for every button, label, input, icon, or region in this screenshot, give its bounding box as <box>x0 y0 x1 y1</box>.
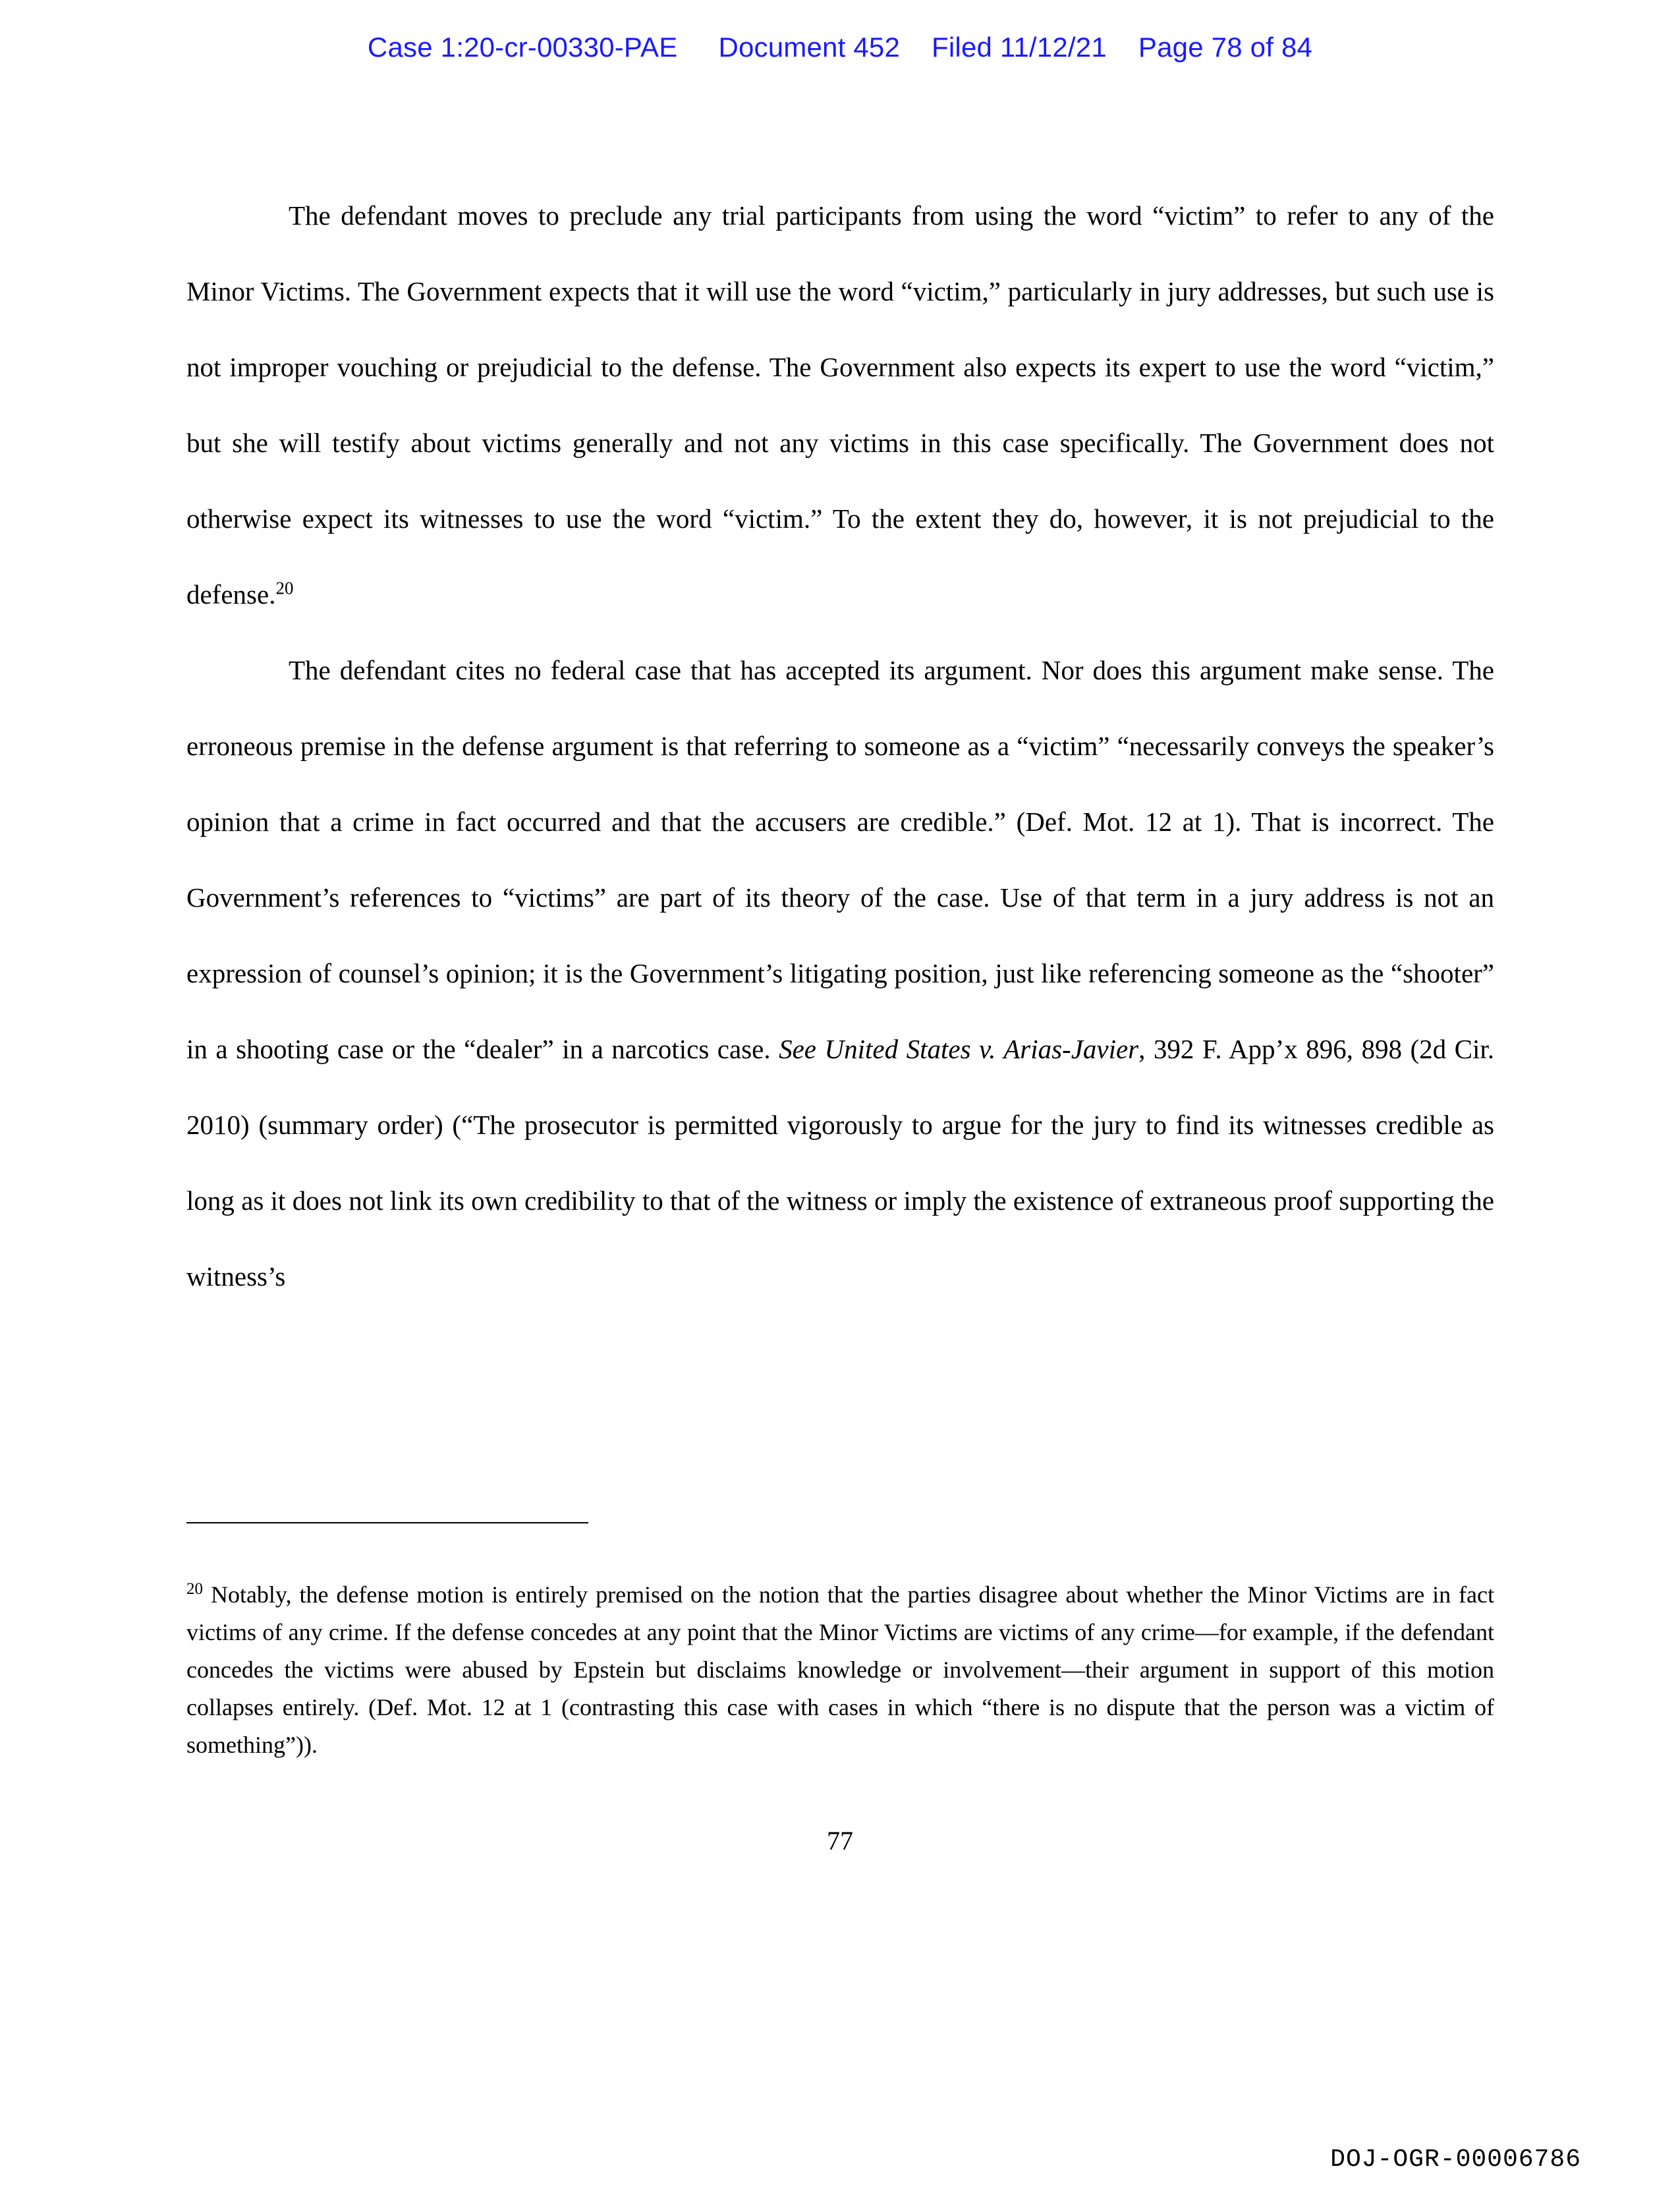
paragraph-1-text: The defendant moves to preclude any trial participants from using the word “victim” to refer to any of the Minor Victims. The Government expects that it will use the word “victim,” particularly in jury addresses, but such use is not improper vouching or prejudicial to the defense. The Government also expects its expert to use the word “victim,” but she will testify about victims generally and not any victims in this case specifically. The Government does not otherwise expect its witnesses to use the word “victim.” To the extent they do, however, it is not prejudicial to the defense. <box>186 200 1494 610</box>
footnote-mark: 20 <box>186 1580 203 1598</box>
paragraph-2 <box>186 633 1494 1315</box>
header-filed-date: Filed 11/12/21 <box>932 32 1107 63</box>
ecf-header-stamp <box>0 32 1680 63</box>
paragraph-1 <box>186 178 1494 633</box>
header-page-range: Page 78 of 84 <box>1138 32 1313 63</box>
page-number: 77 <box>827 1826 853 1856</box>
paragraph-2-text-part2: , 392 F. App’x 896, 898 (2d Cir. 2010) (summary order) (“The prosecutor is permitted vigorously to argue for the jury to find its witnesses credible as long as it does not link its own credibility to that of the witness or imply the existence of extraneous proof supporting the witness’s <box>186 1034 1494 1291</box>
header-case-number: Case 1:20-cr-00330-PAE <box>367 32 678 63</box>
paragraph-2-text-part1: The defendant cites no federal case that has accepted its argument. Nor does this argument make sense. The erroneous premise in the defense argument is that referring to someone as a “victim” “necessarily conveys the speaker’s opinion that a crime in fact occurred and that the accusers are credible.” (Def. Mot. 12 at 1). That is incorrect. The Government’s references to “victims” are part of its theory of the case. Use of that term in a jury address is not an expression of counsel’s opinion; it is the Government’s litigating position, just like referencing someone as the “shooter” in a shooting case or the “dealer” in a narcotics case. <box>186 655 1494 1064</box>
footnote-divider <box>186 1522 588 1523</box>
footnote-reference-20: 20 <box>275 578 294 598</box>
footnote-text: Notably, the defense motion is entirely premised on the notion that the parties disagree about whether the Minor Victims are in fact victims of any crime. If the defense concedes at any point that the Minor Victims are victims of any crime—for example, if the defendant concedes the victims were abused by Epstein but disclaims knowledge or involvement—their argument in support of this motion collapses entirely. (Def. Mot. 12 at 1 (contrasting this case with cases in which “there is no dispute that the person was a victim of something”)). <box>186 1581 1494 1758</box>
bates-number: DOJ-OGR-00006786 <box>1330 2145 1581 2174</box>
header-document-number: Document 452 <box>718 32 901 63</box>
footnote-20 <box>186 1576 1494 1764</box>
body-text <box>186 178 1494 1315</box>
case-citation-italic: See United States v. Arias-Javier <box>779 1034 1139 1064</box>
